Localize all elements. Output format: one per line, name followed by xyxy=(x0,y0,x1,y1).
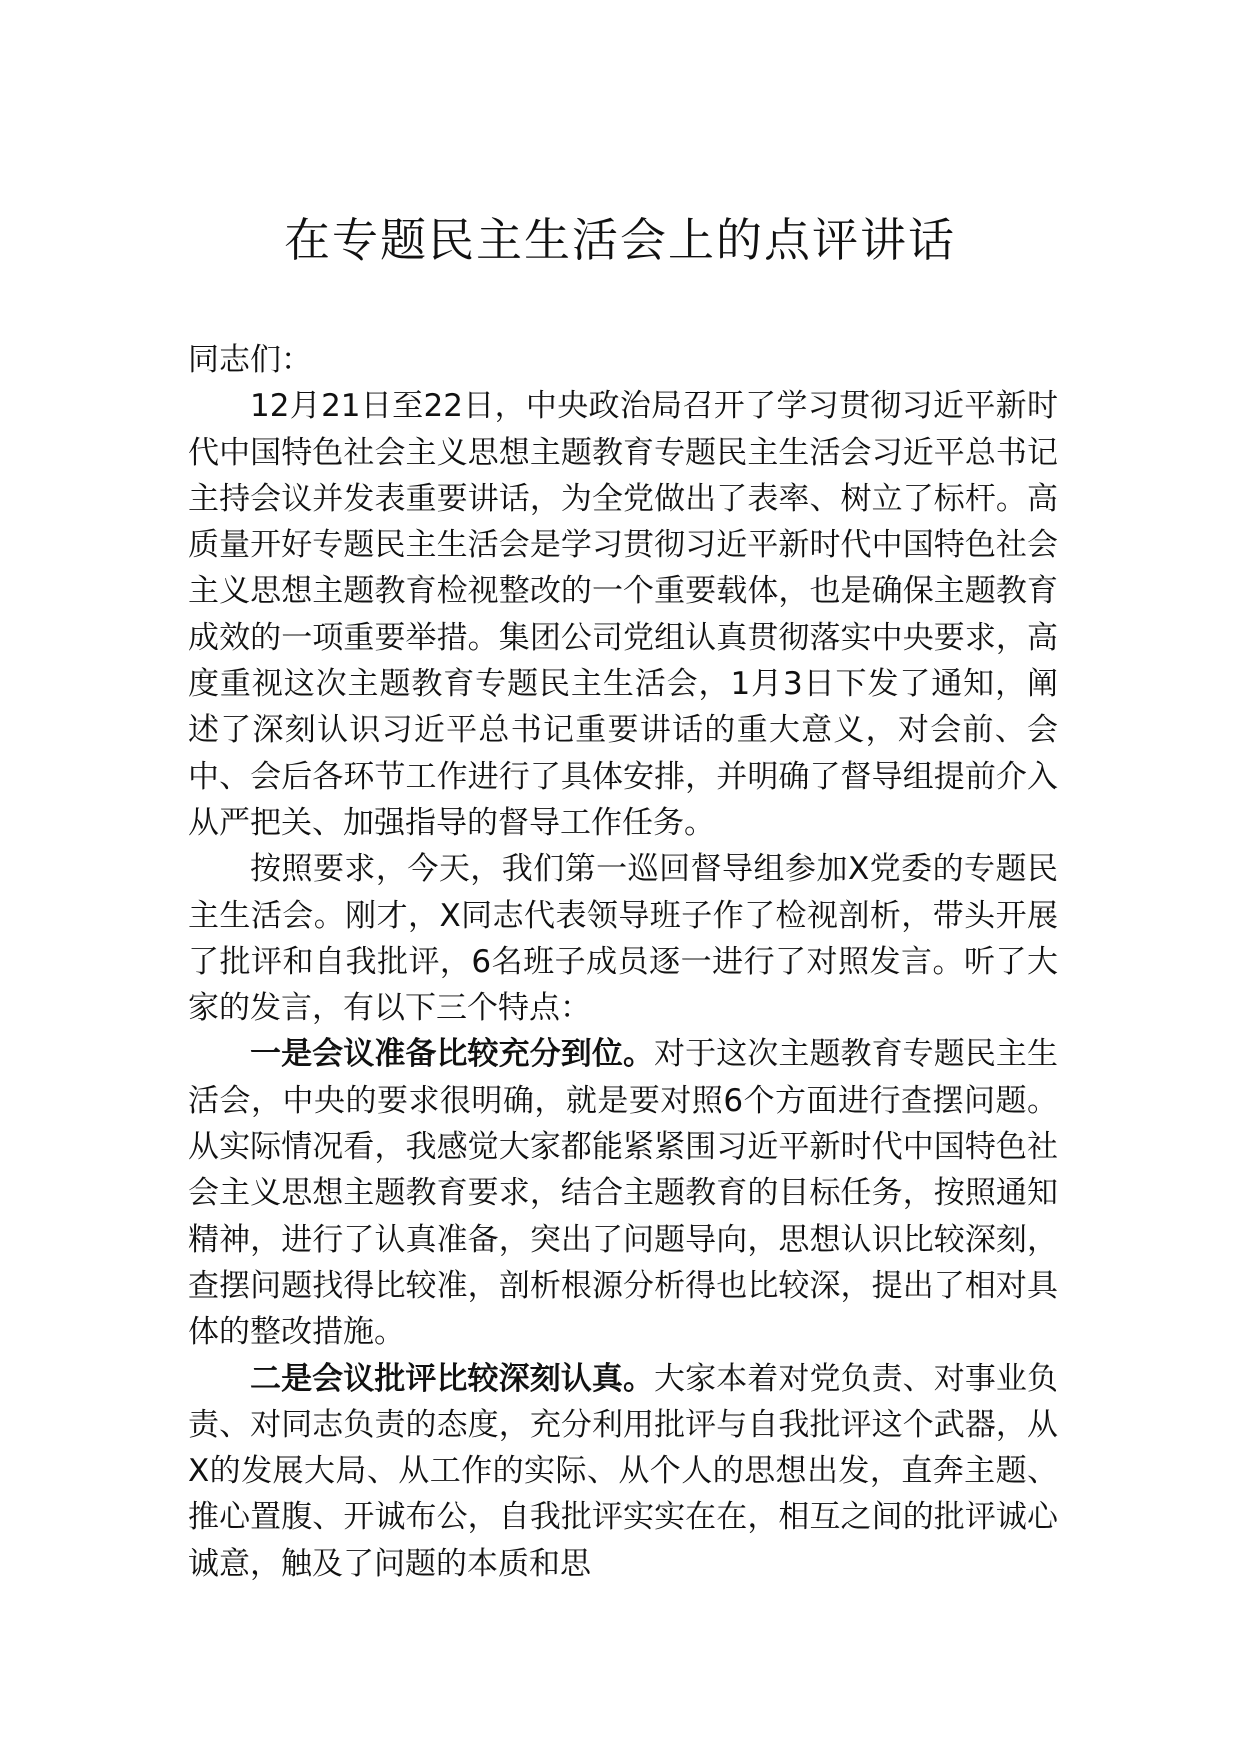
paragraph-3-text: 对于这次主题教育专题民主生活会，中央的要求很明确，就是要对照6个方面进行查摆问题。从实际情况看，我感觉大家都能紧紧围习近平新时代中国特色社会主义思想主题教育要求，结合主题教育的目标任务，按照通知精神，进行了认真准备，突出了问题导向，思想认识比较深刻，查摆问题找得比较准，剖析根源分析得也比较深，提出了相对具体的整改措施。 xyxy=(188,1036,1059,1351)
paragraph-3-lead: 一是会议准备比较充分到位。 xyxy=(250,1036,655,1073)
paragraph-2: 按照要求，今天，我们第一巡回督导组参加X党委的专题民主生活会。刚才，X同志代表领导班子作了检视剖析，带头开展了批评和自我批评，6名班子成员逐一进行了对照发言。听了大家的发言，有以下三个特点： xyxy=(188,851,1058,1027)
paragraph-4-lead: 二是会议批评比较深刻认真。 xyxy=(250,1360,655,1397)
salutation: 同志们： xyxy=(188,342,312,378)
paragraph-1: 12月21日至22日，中央政治局召开了学习贯彻习近平新时代中国特色社会主义思想主题教育专题民主生活会习近平总书记主持会议并发表重要讲话，为全党做出了表率、树立了标杆。高质量开好专题民主生活会是学习贯彻习近平新时代中国特色社会主义思想主题教育检视整改的一个重要载体，也是确保主题教育成效的一项重要举措。集团公司党组认真贯彻落实中央要求，高度重视这次主题教育专题民主生活会，1月3日下发了通知，阐述了深刻认识习近平总书记重要讲话的重大意义，对会前、会中、会后各环节工作进行了具体安排，并明确了督导组提前介入从严把关、加强指导的督导工作任务。 xyxy=(188,388,1058,841)
paragraph-4 xyxy=(188,1356,1058,1587)
paragraph-4-text: 大家本着对党负责、对事业负责、对同志负责的态度，充分利用批评与自我批评这个武器，从X的发展大局、从工作的实际、从个人的思想出发，直奔主题、推心置腹、开诚布公，自我批评实实在在，相互之间的批评诚心诚意，触及了问题的本质和思 xyxy=(188,1360,1059,1582)
document-title: 在专题民主生活会上的点评讲话 xyxy=(284,213,956,267)
document-body xyxy=(188,337,1058,1587)
paragraph-3 xyxy=(188,1031,1058,1355)
